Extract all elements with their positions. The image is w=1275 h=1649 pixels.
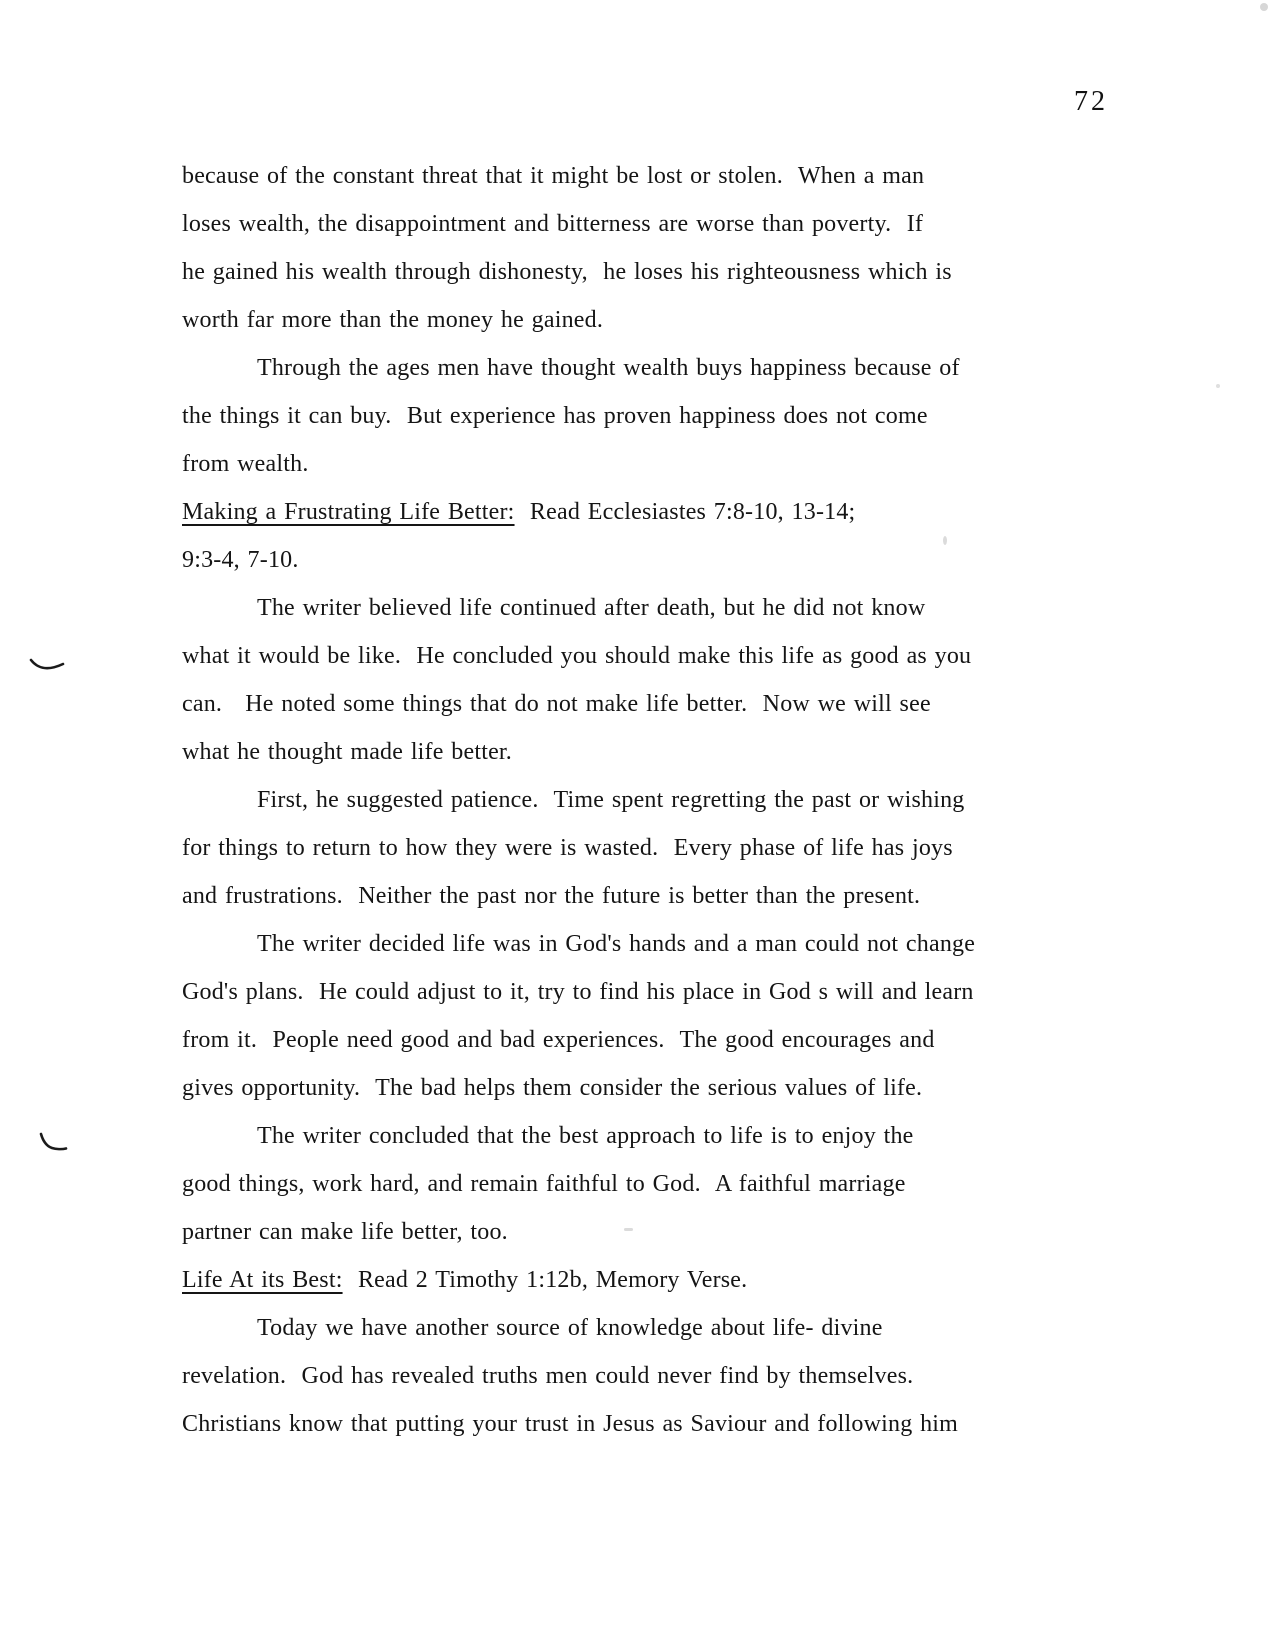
text-segment: The writer decided life was in God's hands and a man could not change (257, 931, 976, 957)
text-line (182, 680, 1102, 728)
text-line (182, 1064, 1102, 1112)
text-line (182, 872, 1102, 920)
text-segment: Through the ages men have thought wealth buys happiness because of (257, 355, 960, 381)
page-number: 72 (1074, 86, 1108, 117)
text-line (182, 1304, 1102, 1352)
text-line (182, 1352, 1102, 1400)
text-segment: from it. People need good and bad experiences. The good encourages and (182, 1027, 935, 1053)
text-line (182, 296, 1102, 344)
text-segment: Read 2 Timothy 1:12b, Memory Verse. (342, 1267, 748, 1293)
text-segment: The writer believed life continued after death, but he did not know (257, 595, 926, 621)
text-segment: partner can make life better, too. (182, 1219, 508, 1245)
text-line (182, 248, 1102, 296)
text-segment: loses wealth, the disappointment and bitterness are worse than poverty. If (182, 211, 924, 237)
text-line (182, 920, 1102, 968)
text-line (182, 584, 1102, 632)
text-segment: worth far more than the money he gained. (182, 307, 604, 333)
text-line (182, 1160, 1102, 1208)
text-block (182, 152, 1102, 1448)
scan-speck (1260, 3, 1268, 11)
text-line (182, 728, 1102, 776)
heading-line (182, 1256, 1102, 1304)
text-segment: First, he suggested patience. Time spent regretting the past or wishing (257, 787, 965, 813)
text-segment: he gained his wealth through dishonesty, he loses his righteousness which is (182, 259, 952, 285)
text-segment: Read Ecclesiastes 7:8-10, 13-14; (514, 499, 856, 525)
text-segment: what he thought made life better. (182, 739, 513, 765)
text-line (182, 440, 1102, 488)
margin-pen-mark-icon (29, 656, 67, 676)
text-line (182, 200, 1102, 248)
section-heading: Life At its Best: (182, 1267, 343, 1293)
scan-speck (943, 536, 947, 545)
text-line (182, 1400, 1102, 1448)
text-segment: God's plans. He could adjust to it, try to find his place in God s will and learn (182, 979, 974, 1005)
text-line (182, 824, 1102, 872)
text-line (182, 776, 1102, 824)
margin-pen-mark-icon (38, 1132, 70, 1154)
text-segment: 9:3-4, 7-10. (182, 547, 299, 573)
text-segment: Christians know that putting your trust in Jesus as Saviour and following him (182, 1411, 959, 1437)
text-segment: the things it can buy. But experience has proven happiness does not come (182, 403, 928, 429)
text-segment: Today we have another source of knowledge about life- divine (257, 1315, 883, 1341)
text-line (182, 536, 1102, 584)
text-segment: can. He noted some things that do not make life better. Now we will see (182, 691, 931, 717)
scan-speck (624, 1228, 633, 1231)
text-segment: from wealth. (182, 451, 309, 477)
scan-speck (1216, 384, 1220, 388)
text-segment: because of the constant threat that it might be lost or stolen. When a man (182, 163, 925, 189)
heading-line (182, 488, 1102, 536)
text-segment: The writer concluded that the best approach to life is to enjoy the (257, 1123, 914, 1149)
text-line (182, 632, 1102, 680)
text-segment: good things, work hard, and remain faithful to God. A faithful marriage (182, 1171, 906, 1197)
text-segment: and frustrations. Neither the past nor the future is better than the present. (182, 883, 921, 909)
text-line (182, 152, 1102, 200)
text-segment: for things to return to how they were is wasted. Every phase of life has joys (182, 835, 953, 861)
text-line (182, 344, 1102, 392)
text-line (182, 1112, 1102, 1160)
text-segment: gives opportunity. The bad helps them consider the serious values of life. (182, 1075, 923, 1101)
text-line (182, 968, 1102, 1016)
text-segment: what it would be like. He concluded you should make this life as good as you (182, 643, 972, 669)
text-line (182, 392, 1102, 440)
section-heading: Making a Frustrating Life Better: (182, 499, 515, 525)
text-segment: revelation. God has revealed truths men could never find by themselves. (182, 1363, 914, 1389)
text-line (182, 1016, 1102, 1064)
text-line (182, 1208, 1102, 1256)
